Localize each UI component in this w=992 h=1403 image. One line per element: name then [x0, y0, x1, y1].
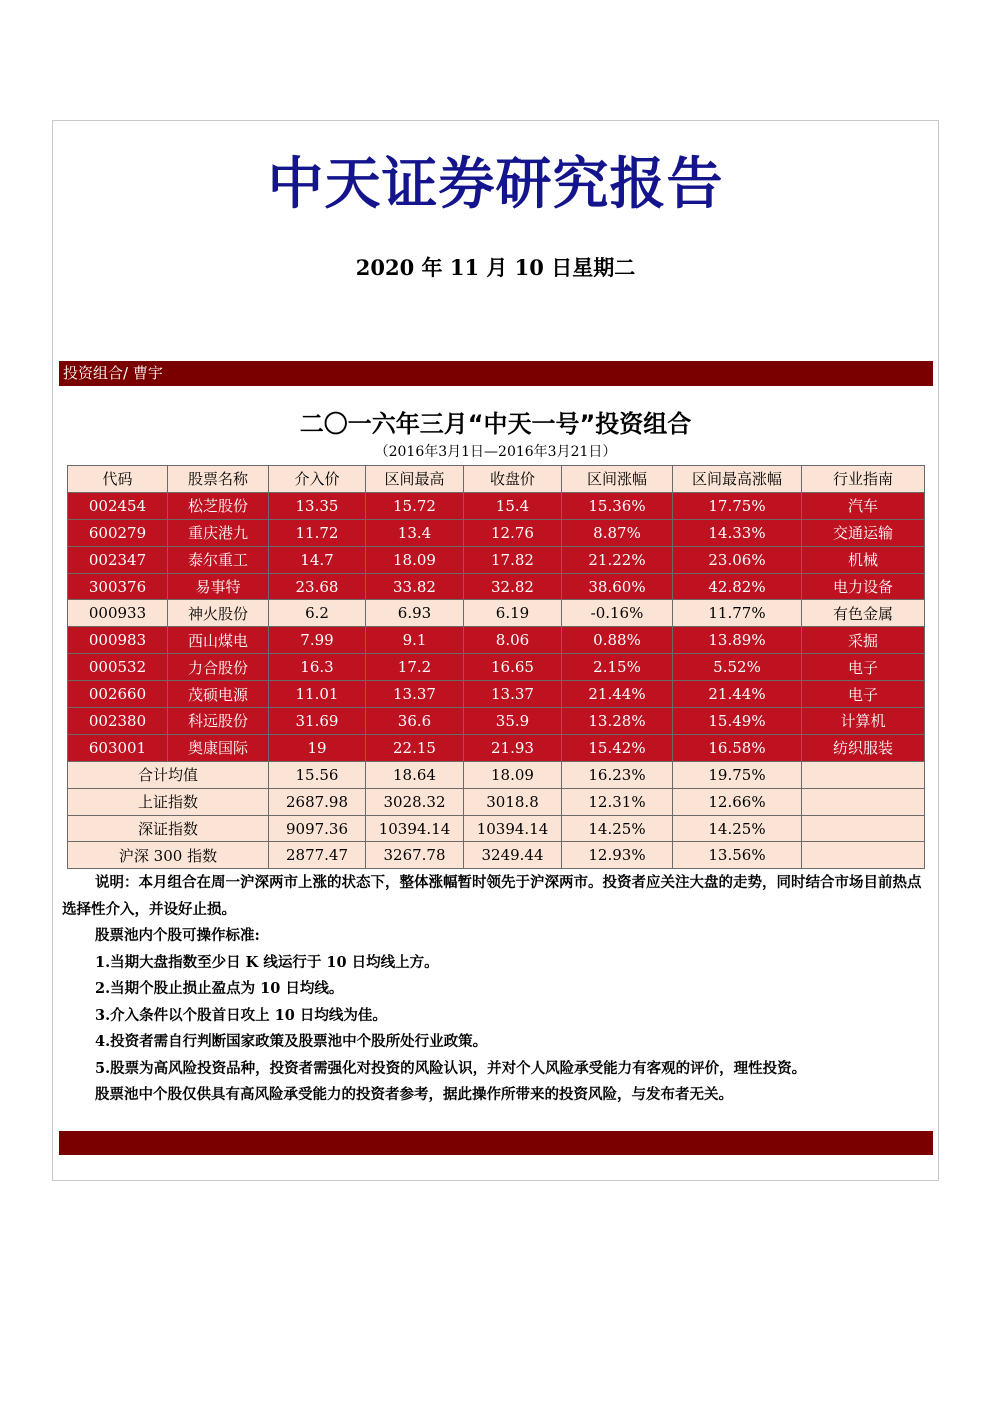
cell-code: 000933 — [68, 600, 168, 627]
summary-row — [68, 761, 925, 788]
cell-entry: 15.56 — [269, 761, 366, 788]
cell-name: 泰尔重工 — [168, 546, 269, 573]
criteria-item: 2.当期个股止损止盈点为 10 日均线。 — [95, 980, 344, 997]
cell-gain: 21.44% — [562, 681, 673, 708]
cell-industry: 汽车 — [802, 492, 925, 519]
cell-close: 10394.14 — [464, 815, 562, 842]
cell-gain: 8.87% — [562, 519, 673, 546]
column-header: 区间最高涨幅 — [673, 466, 802, 493]
table-row — [68, 600, 925, 627]
cell-max-gain: 13.89% — [673, 627, 802, 654]
cell-close: 3249.44 — [464, 842, 562, 869]
cell-entry: 31.69 — [269, 708, 366, 735]
cell-industry: 机械 — [802, 546, 925, 573]
criteria-item: 3.介入条件以个股首日攻上 10 日均线为佳。 — [95, 1006, 387, 1024]
criteria-item: 4.投资者需自行判断国家政策及股票池中个股所处行业政策。 — [95, 1033, 488, 1050]
cell-max-gain: 19.75% — [673, 761, 802, 788]
cell-high: 36.6 — [366, 708, 464, 735]
cell-entry: 7.99 — [269, 627, 366, 654]
explanation-text: 说明：本月组合在周一沪深两市上涨的状态下，整体涨幅暂时领先于沪深两市。投资者应关注大盘的走势，同时结合市场目前热点选择性介入，并设好止损。 — [62, 874, 922, 918]
table-row — [68, 734, 925, 761]
cell-high: 3267.78 — [366, 842, 464, 869]
cell-high: 17.2 — [366, 654, 464, 681]
column-header: 介入价 — [269, 466, 366, 493]
cell-name: 松芝股份 — [168, 492, 269, 519]
cell-gain: 15.42% — [562, 734, 673, 761]
section-bar — [59, 361, 933, 386]
cell-gain: 38.60% — [562, 573, 673, 600]
cell-industry: 有色金属 — [802, 600, 925, 627]
cell-code: 002454 — [68, 492, 168, 519]
cell-industry: 电子 — [802, 681, 925, 708]
cell-high: 13.37 — [366, 681, 464, 708]
cell-max-gain: 42.82% — [673, 573, 802, 600]
cell-close: 35.9 — [464, 708, 562, 735]
cell-entry: 14.7 — [269, 546, 366, 573]
table-row — [68, 708, 925, 735]
cell-gain: 21.22% — [562, 546, 673, 573]
cell-max-gain: 16.58% — [673, 734, 802, 761]
cell-name: 奥康国际 — [168, 734, 269, 761]
criteria-item: 5.股票为高风险投资品种，投资者需强化对投资的风险认识，并对个人风险承受能力有客观的评价，理性投资。 — [95, 1059, 807, 1077]
cell-industry-empty — [802, 815, 925, 842]
footer-bar — [59, 1131, 933, 1155]
summary-label: 深证指数 — [68, 815, 269, 842]
cell-high: 18.09 — [366, 546, 464, 573]
cell-entry: 23.68 — [269, 573, 366, 600]
cell-max-gain: 23.06% — [673, 546, 802, 573]
cell-high: 10394.14 — [366, 815, 464, 842]
cell-gain: 0.88% — [562, 627, 673, 654]
cell-max-gain: 15.49% — [673, 708, 802, 735]
cell-name: 神火股份 — [168, 600, 269, 627]
cell-close: 6.19 — [464, 600, 562, 627]
cell-entry: 11.01 — [269, 681, 366, 708]
cell-gain: 12.93% — [562, 842, 673, 869]
cell-name: 重庆港九 — [168, 519, 269, 546]
cell-gain: 12.31% — [562, 788, 673, 815]
cell-close: 17.82 — [464, 546, 562, 573]
summary-row — [68, 842, 925, 869]
cell-industry: 电子 — [802, 654, 925, 681]
cell-code: 603001 — [68, 734, 168, 761]
cell-gain: 15.36% — [562, 492, 673, 519]
portfolio-title: 二〇一六年三月“中天一号”投资组合 — [299, 410, 692, 438]
cell-name: 易事特 — [168, 573, 269, 600]
cell-high: 9.1 — [366, 627, 464, 654]
table-row — [68, 492, 925, 519]
table-row — [68, 627, 925, 654]
cell-code: 300376 — [68, 573, 168, 600]
cell-close: 21.93 — [464, 734, 562, 761]
cell-high: 3028.32 — [366, 788, 464, 815]
summary-label: 沪深 300 指数 — [68, 842, 269, 869]
column-header: 区间最高 — [366, 466, 464, 493]
cell-industry-empty — [802, 788, 925, 815]
table-header-row — [68, 466, 925, 493]
cell-gain: 2.15% — [562, 654, 673, 681]
table-row — [68, 654, 925, 681]
cell-gain: 14.25% — [562, 815, 673, 842]
summary-label: 上证指数 — [68, 788, 269, 815]
cell-max-gain: 17.75% — [673, 492, 802, 519]
cell-max-gain: 14.33% — [673, 519, 802, 546]
cell-entry: 9097.36 — [269, 815, 366, 842]
cell-high: 13.4 — [366, 519, 464, 546]
cell-industry: 纺织服装 — [802, 734, 925, 761]
cell-code: 000532 — [68, 654, 168, 681]
cell-code: 600279 — [68, 519, 168, 546]
cell-entry: 19 — [269, 734, 366, 761]
cell-industry: 电力设备 — [802, 573, 925, 600]
cell-close: 13.37 — [464, 681, 562, 708]
cell-max-gain: 13.56% — [673, 842, 802, 869]
summary-label: 合计均值 — [68, 761, 269, 788]
cell-max-gain: 5.52% — [673, 654, 802, 681]
column-header: 代码 — [68, 466, 168, 493]
cell-gain: -0.16% — [562, 600, 673, 627]
table-row — [68, 681, 925, 708]
report-title: 中天证券研究报告 — [267, 152, 724, 217]
cell-close: 3018.8 — [464, 788, 562, 815]
cell-industry-empty — [802, 761, 925, 788]
column-header: 股票名称 — [168, 466, 269, 493]
cell-high: 18.64 — [366, 761, 464, 788]
cell-name: 西山煤电 — [168, 627, 269, 654]
cell-close: 32.82 — [464, 573, 562, 600]
cell-entry: 2687.98 — [269, 788, 366, 815]
column-header: 区间涨幅 — [562, 466, 673, 493]
cell-max-gain: 14.25% — [673, 815, 802, 842]
portfolio-table — [67, 465, 925, 869]
cell-entry: 11.72 — [269, 519, 366, 546]
disclaimer-text: 股票池中个股仅供具有高风险承受能力的投资者参考，据此操作所带来的投资风险，与发布者无关。 — [95, 1086, 733, 1103]
portfolio-period: （2016年3月1日—2016年3月21日） — [374, 444, 617, 460]
cell-name: 科远股份 — [168, 708, 269, 735]
column-header: 收盘价 — [464, 466, 562, 493]
cell-high: 6.93 — [366, 600, 464, 627]
notes-section — [62, 870, 932, 1109]
cell-close: 8.06 — [464, 627, 562, 654]
summary-row — [68, 815, 925, 842]
cell-close: 15.4 — [464, 492, 562, 519]
cell-high: 33.82 — [366, 573, 464, 600]
table-row — [68, 519, 925, 546]
table-row — [68, 546, 925, 573]
cell-code: 002347 — [68, 546, 168, 573]
table-row — [68, 573, 925, 600]
cell-max-gain: 11.77% — [673, 600, 802, 627]
report-date: 2020 年 11 月 10 日星期二 — [355, 255, 636, 280]
cell-industry: 交通运输 — [802, 519, 925, 546]
column-header: 行业指南 — [802, 466, 925, 493]
cell-high: 22.15 — [366, 734, 464, 761]
cell-industry: 采掘 — [802, 627, 925, 654]
cell-high: 15.72 — [366, 492, 464, 519]
cell-entry: 2877.47 — [269, 842, 366, 869]
cell-close: 12.76 — [464, 519, 562, 546]
cell-max-gain: 21.44% — [673, 681, 802, 708]
cell-gain: 16.23% — [562, 761, 673, 788]
cell-industry-empty — [802, 842, 925, 869]
cell-max-gain: 12.66% — [673, 788, 802, 815]
cell-entry: 13.35 — [269, 492, 366, 519]
criteria-title: 股票池内个股可操作标准: — [95, 927, 260, 944]
cell-close: 16.65 — [464, 654, 562, 681]
section-bar-label: 投资组合/ 曹宇 — [63, 364, 163, 382]
cell-code: 002660 — [68, 681, 168, 708]
cell-industry: 计算机 — [802, 708, 925, 735]
cell-code: 000983 — [68, 627, 168, 654]
cell-code: 002380 — [68, 708, 168, 735]
cell-entry: 16.3 — [269, 654, 366, 681]
cell-name: 力合股份 — [168, 654, 269, 681]
summary-row — [68, 788, 925, 815]
criteria-item: 1.当期大盘指数至少日 K 线运行于 10 日均线上方。 — [95, 953, 439, 971]
cell-gain: 13.28% — [562, 708, 673, 735]
cell-close: 18.09 — [464, 761, 562, 788]
cell-name: 茂硕电源 — [168, 681, 269, 708]
cell-entry: 6.2 — [269, 600, 366, 627]
